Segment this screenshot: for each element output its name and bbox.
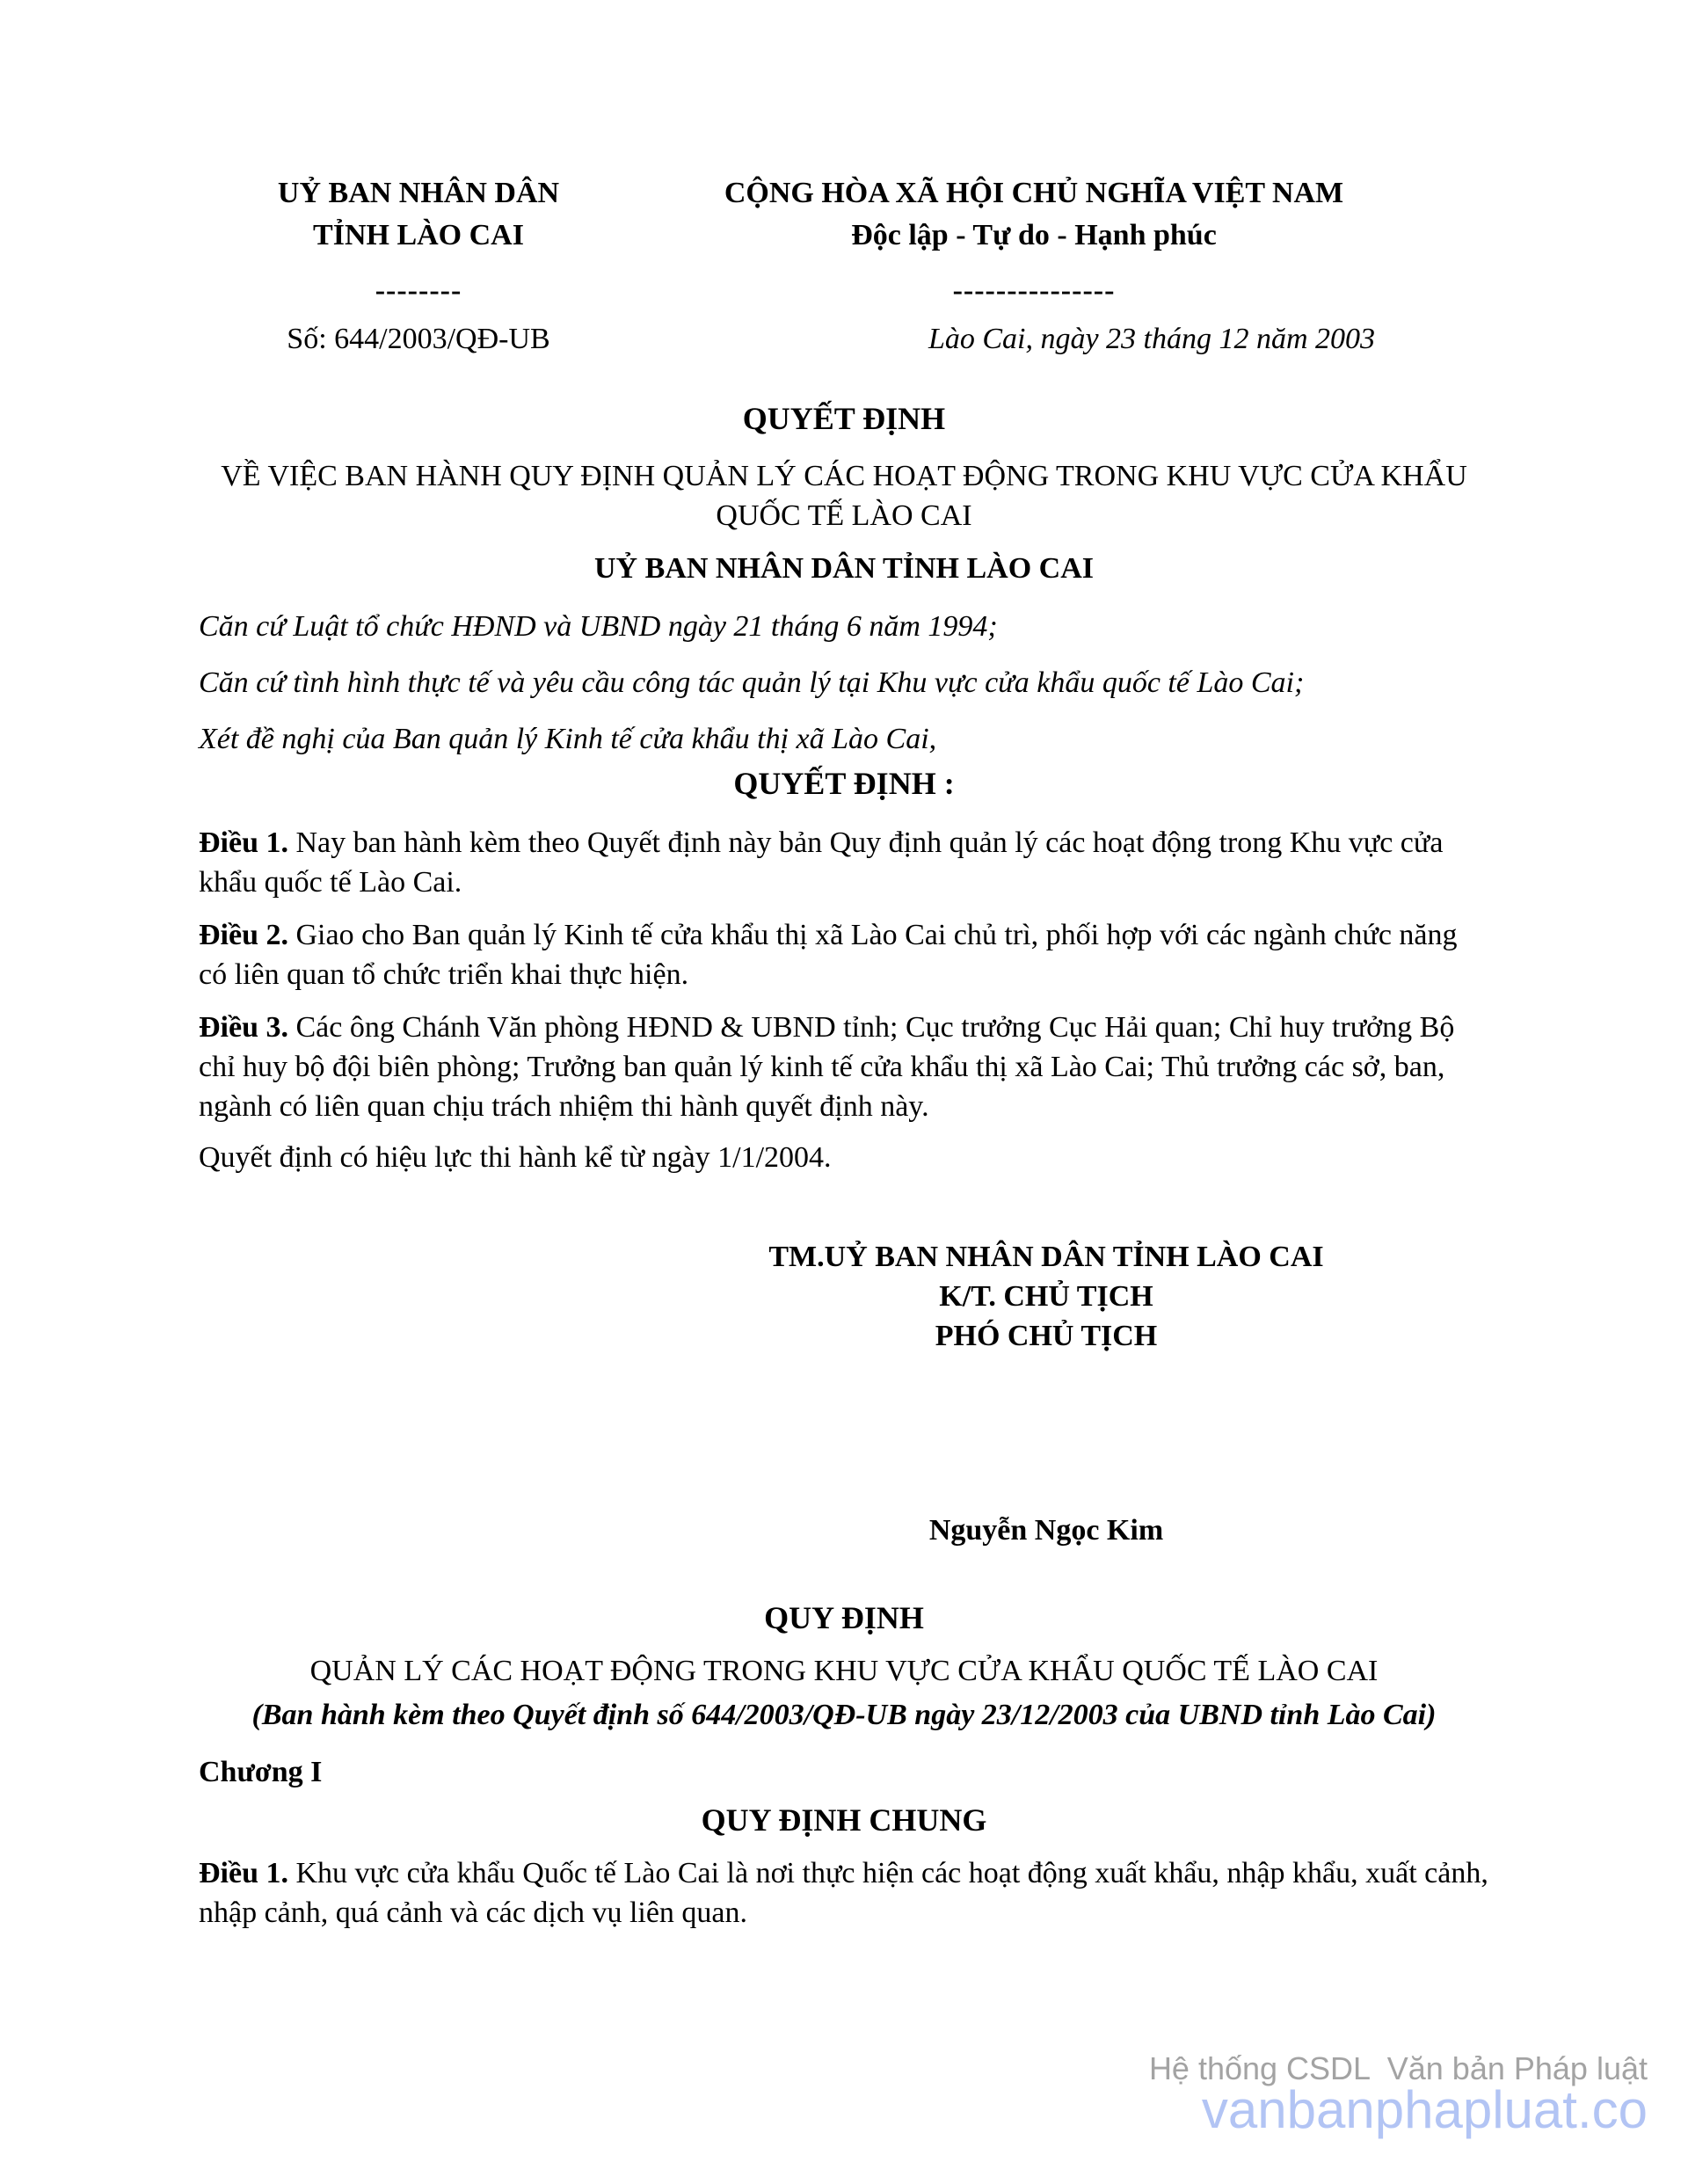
issuing-authority-line1: UỶ BAN NHÂN DÂN	[277, 177, 560, 209]
article-3-label: Điều 3.	[199, 1011, 288, 1044]
left-divider: --------	[375, 274, 462, 307]
right-divider: ---------------	[952, 274, 1116, 307]
article-1	[199, 823, 1489, 902]
signature-block	[199, 1237, 1489, 1550]
article-1-label: Điều 1.	[199, 826, 288, 859]
country-name: CỘNG HÒA XÃ HỘI CHỦ NGHĨA VIỆT NAM	[724, 177, 1344, 209]
regulation-article-1-label: Điều 1.	[199, 1857, 288, 1889]
article-3-text: Các ông Chánh Văn phòng HĐND & UBND tỉnh; Cục trưởng Cục Hải quan; Chỉ huy trưởng Bộ chỉ huy bộ đội biên phòng; Trưởng ban quản lý kinh tế cửa khẩu thị xã Lào Cai; Thủ trưởng các sở, ban, ngành có liên quan chịu trách nhiệm thi hành quyết định này.	[199, 1011, 1455, 1123]
document-number: Số: 644/2003/QĐ-UB	[287, 323, 550, 355]
article-2-label: Điều 2.	[199, 919, 288, 951]
decision-heading: QUYẾT ĐỊNH	[742, 401, 946, 436]
watermark-site-text: vanbanphapluat.co	[1201, 2080, 1648, 2139]
article-1-text: Nay ban hành kèm theo Quyết định này bản Quy định quản lý các hoạt động trong Khu vực cửa khẩu quốc tế Lào Cai.	[199, 826, 1444, 899]
signature-inner	[768, 1237, 1323, 1550]
article-2-text: Giao cho Ban quản lý Kinh tế cửa khẩu thị xã Lào Cai chủ trì, phối hợp với các ngành chức năng có liên quan tổ chức triển khai thực hiện.	[199, 919, 1458, 991]
signature-on-behalf: TM.UỶ BAN NHÂN DÂN TỈNH LÀO CAI	[768, 1241, 1324, 1273]
national-motto: Độc lập - Tự do - Hạnh phúc	[851, 219, 1217, 251]
regulation-subject: QUẢN LÝ CÁC HOẠT ĐỘNG TRONG KHU VỰC CỬA KHẨU QUỐC TẾ LÀO CAI	[309, 1655, 1379, 1687]
decision-issuer: UỶ BAN NHÂN DÂN TỈNH LÀO CAI	[594, 552, 1094, 585]
signature-signer-name: Nguyễn Ngọc Kim	[928, 1514, 1164, 1547]
national-heading-block	[608, 172, 1459, 360]
issuing-authority-block	[199, 172, 638, 360]
effective-date-note: Quyết định có hiệu lực thi hành kể từ ngày 1/1/2004.	[199, 1141, 832, 1174]
watermark-provider-text: Hệ thống CSDL Văn bản Pháp luật	[1148, 2050, 1648, 2086]
regulation-issuance-note: (Ban hành kèm theo Quyết định số 644/2003/QĐ-UB ngày 23/12/2003 của UBND tỉnh Lào Cai)	[251, 1699, 1437, 1731]
recital-2: Căn cứ tình hình thực tế và yêu cầu công tác quản lý tại Khu vực cửa khẩu quốc tế Lào Cai;	[199, 666, 1305, 699]
signature-signer-title: PHÓ CHỦ TỊCH	[935, 1320, 1158, 1352]
regulation-article-1	[199, 1853, 1489, 1933]
recital-3: Xét đề nghị của Ban quản lý Kinh tế cửa khẩu thị xã Lào Cai,	[199, 723, 937, 755]
issuing-authority-line2: TỈNH LÀO CAI	[313, 219, 524, 251]
place-dateline: Lào Cai, ngày 23 tháng 12 năm 2003	[928, 323, 1376, 355]
order-heading: QUYẾT ĐỊNH :	[733, 766, 955, 801]
regulation-heading: QUY ĐỊNH	[764, 1600, 924, 1635]
recital-1: Căn cứ Luật tổ chức HĐND và UBND ngày 21 tháng 6 năm 1994;	[199, 610, 998, 643]
decision-subject: VỀ VIỆC BAN HÀNH QUY ĐỊNH QUẢN LÝ CÁC HOẠT ĐỘNG TRONG KHU VỰC CỬA KHẨU QUỐC TẾ LÀO CAI	[221, 460, 1467, 532]
signature-for-title: K/T. CHỦ TỊCH	[939, 1280, 1153, 1313]
article-2	[199, 915, 1489, 994]
site-watermark	[1148, 2049, 1648, 2139]
article-3	[199, 1008, 1489, 1126]
chapter-title: QUY ĐỊNH CHUNG	[701, 1802, 987, 1838]
chapter-label: Chương I	[199, 1756, 323, 1788]
regulation-article-1-text: Khu vực cửa khẩu Quốc tế Lào Cai là nơi thực hiện các hoạt động xuất khẩu, nhập khẩu, xuất cảnh, nhập cảnh, quá cảnh và các dịch vụ liên quan.	[199, 1857, 1488, 1929]
document-header	[199, 172, 1489, 360]
